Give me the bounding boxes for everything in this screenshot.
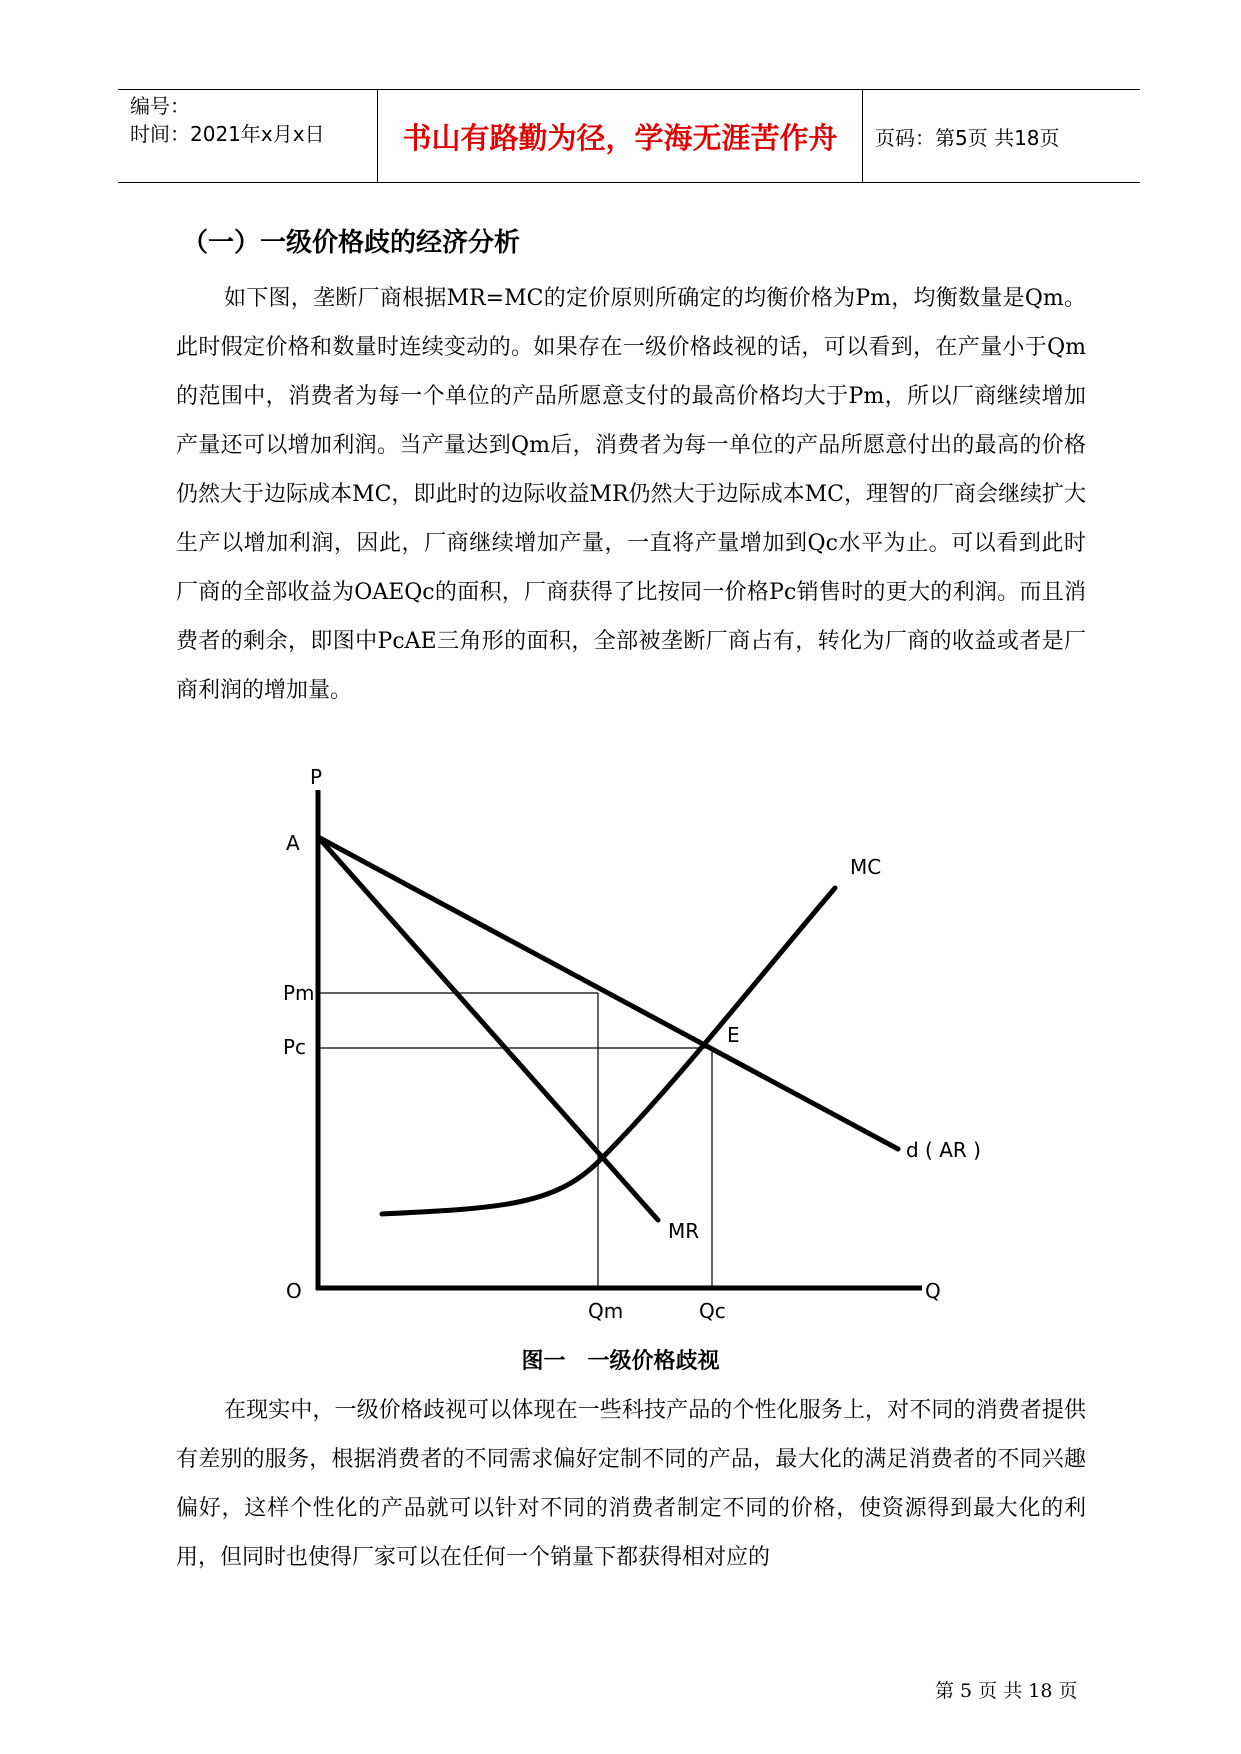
point-e-label: E — [727, 1023, 740, 1047]
paragraph-1: 如下图，垄断厂商根据MR=MC的定价原则所确定的均衡价格为Pm，均衡数量是Qm。此时假定价格和数量时连续变动的。如果存在一级价格歧视的话，可以看到，在产量小于Qm的范围中，消费者为每一个单位的产品所愿意支付的最高价格均大于Pm，所以厂商继续增加产量还可以增加利润。当产量达到Qm后，消费者为每一单位的产品所愿意付出的最高的价格仍然大于边际成本MC，即此时的边际收益MR仍然大于边际成本MC，理智的厂商会继续扩大生产以增加利润，因此，厂商继续增加产量，一直将产量增加到Qc水平为止。可以看到此时厂商的全部收益为OAEQc的面积，厂商获得了比按同一价格Pc销售时的更大的利润。而且消费者的剩余，即图中PcAE三角形的面积，全部被垄断厂商占有，转化为厂商的收益或者是厂商利润的增加量。 — [176, 286, 1086, 703]
point-a-label: A — [286, 831, 300, 855]
header-page-label: 页码：第5页 共18页 — [875, 125, 1060, 150]
header-motto: 书山有路勤为径，学海无涯苦作舟 — [378, 90, 863, 182]
p-axis-label: P — [310, 765, 323, 789]
mr-curve — [318, 837, 658, 1220]
q-axis-label: Q — [925, 1279, 941, 1303]
pm-label: Pm — [283, 981, 315, 1005]
qm-label: Qm — [588, 1299, 624, 1323]
page-header — [118, 89, 1140, 183]
mr-label: MR — [668, 1219, 700, 1243]
mc-label: MC — [850, 855, 882, 879]
diagram-caption: 图一 一级价格歧视 — [521, 1349, 720, 1374]
header-left-cell — [118, 90, 378, 182]
pc-label: Pc — [283, 1035, 307, 1059]
page-footer: 第 5 页 共 18 页 — [935, 1680, 1078, 1702]
d-ar-label: d ( AR ) — [906, 1138, 981, 1162]
qc-label: Qc — [699, 1299, 726, 1323]
origin-label: O — [286, 1279, 302, 1303]
number-label: 编号： — [130, 94, 190, 118]
time-label: 时间：2021年x月x日 — [130, 122, 325, 146]
price-discrimination-diagram — [270, 760, 1010, 1340]
paragraph-2: 在现实中，一级价格歧视可以体现在一些科技产品的个性化服务上，对不同的消费者提供有差别的服务，根据消费者的不同需求偏好定制不同的产品，最大化的满足消费者的不同兴趣偏好，这样个性化的产品就可以针对不同的消费者制定不同的价格，使资源得到最大化的利用，但同时也使得厂家可以在任何一个销量下都获得相对应的 — [176, 1398, 1086, 1570]
section-title: （一）一级价格歧的经济分析 — [182, 228, 521, 258]
